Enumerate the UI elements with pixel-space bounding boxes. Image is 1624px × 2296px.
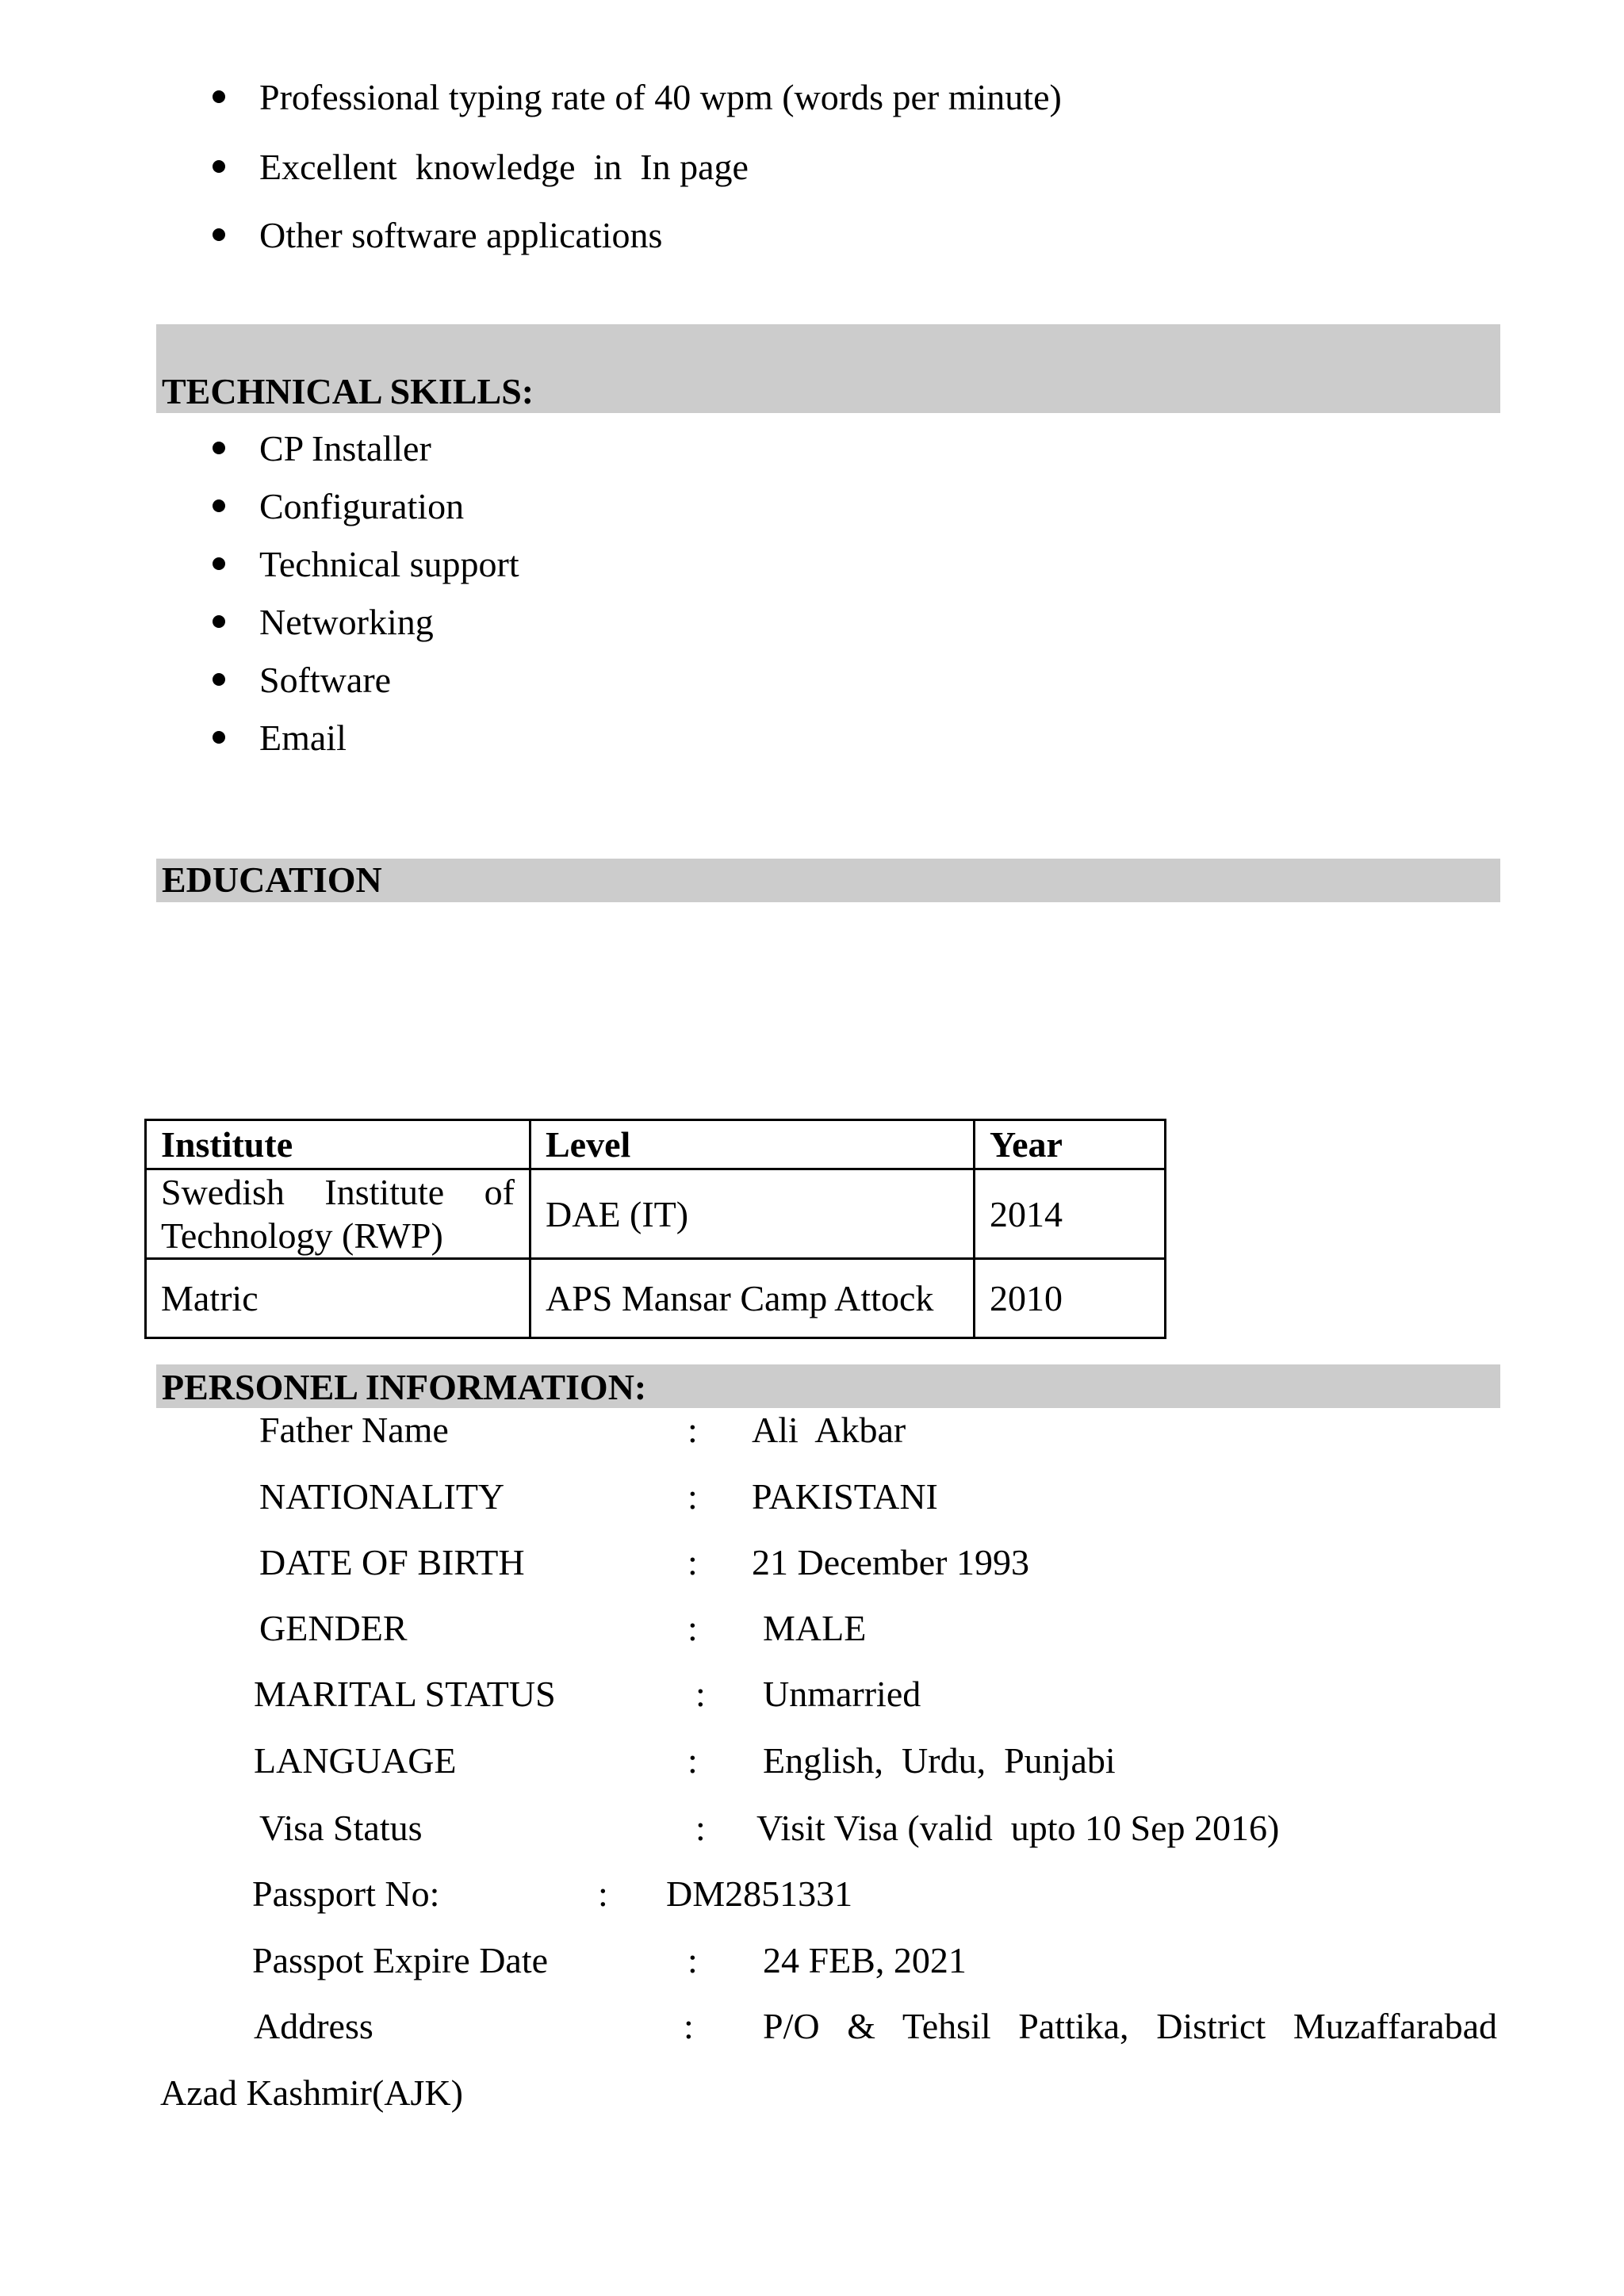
table-cell: APS Mansar Camp Attock	[530, 1259, 975, 1338]
list-item: Configuration	[259, 486, 465, 526]
field-separator: :	[688, 1476, 698, 1517]
table-cell	[146, 1169, 530, 1259]
field-value: Unmarried	[763, 1674, 921, 1714]
field-separator: :	[684, 2006, 694, 2046]
field-label: Visa Status	[259, 1808, 423, 1848]
table-header-cell: Institute	[146, 1120, 530, 1169]
field-value: MALE	[763, 1608, 867, 1648]
field-value: DM2851331	[666, 1873, 853, 1914]
field-label: MARITAL STATUS	[254, 1674, 556, 1714]
field-value: 24 FEB, 2021	[763, 1940, 967, 1980]
list-item: Technical support	[259, 544, 519, 584]
list-item: Other software applications	[259, 215, 663, 255]
field-separator: :	[688, 1410, 698, 1450]
field-value: P/O & Tehsil Pattika, District Muzaffarabad	[763, 2006, 1497, 2046]
field-value: 21 December 1993	[752, 1542, 1029, 1582]
bullet-icon	[213, 731, 225, 744]
table-cell: DAE (IT)	[530, 1169, 975, 1259]
field-value: Visit Visa (valid upto 10 Sep 2016)	[756, 1808, 1280, 1848]
education-table	[144, 1119, 1166, 1339]
bullet-icon	[213, 160, 225, 173]
bullet-icon	[213, 442, 225, 454]
bullet-icon	[213, 673, 225, 686]
field-separator: :	[688, 1740, 698, 1781]
field-separator: :	[695, 1674, 706, 1714]
table-header-row	[146, 1120, 1166, 1169]
technical-skills-heading: TECHNICAL SKILLS:	[162, 371, 534, 411]
bullet-icon	[213, 499, 225, 512]
field-label: NATIONALITY	[259, 1476, 505, 1517]
field-value: Ali Akbar	[752, 1410, 906, 1450]
bullet-icon	[213, 90, 225, 103]
table-row	[146, 1259, 1166, 1338]
list-item: CP Installer	[259, 428, 431, 469]
field-label: Passport No:	[252, 1873, 440, 1914]
list-item: Software	[259, 660, 392, 700]
field-label: GENDER	[259, 1608, 408, 1648]
list-item: Email	[259, 718, 347, 758]
personal-info-heading: PERSONEL INFORMATION:	[162, 1367, 647, 1407]
bullet-icon	[213, 615, 225, 628]
list-item: Excellent knowledge in In page	[259, 147, 749, 187]
bullet-icon	[213, 228, 225, 241]
field-value: PAKISTANI	[752, 1476, 938, 1517]
institute-line: Technology (RWP)	[161, 1215, 443, 1257]
table-cell: 2014	[975, 1169, 1166, 1259]
field-label: DATE OF BIRTH	[259, 1542, 525, 1582]
list-item: Networking	[259, 602, 434, 642]
table-header-cell: Year	[975, 1120, 1166, 1169]
table-cell: 2010	[975, 1259, 1166, 1338]
field-label: Father Name	[259, 1410, 449, 1450]
bullet-icon	[213, 557, 225, 570]
field-separator: :	[695, 1808, 706, 1848]
table-cell: Matric	[146, 1259, 530, 1338]
list-item: Professional typing rate of 40 wpm (words per minute)	[259, 77, 1062, 117]
field-separator: :	[688, 1608, 698, 1648]
field-label: LANGUAGE	[254, 1740, 457, 1781]
field-value: English, Urdu, Punjabi	[763, 1740, 1116, 1781]
table-row	[146, 1169, 1166, 1259]
table-header-cell: Level	[530, 1120, 975, 1169]
field-separator: :	[688, 1940, 698, 1980]
field-label: Passpot Expire Date	[252, 1940, 549, 1980]
field-label: Address	[254, 2006, 373, 2046]
field-separator: :	[598, 1873, 608, 1914]
education-heading: EDUCATION	[162, 859, 382, 900]
field-separator: :	[688, 1542, 698, 1582]
field-value-continued: Azad Kashmir(AJK)	[160, 2072, 463, 2113]
institute-line: Swedish Institute of	[161, 1172, 515, 1212]
